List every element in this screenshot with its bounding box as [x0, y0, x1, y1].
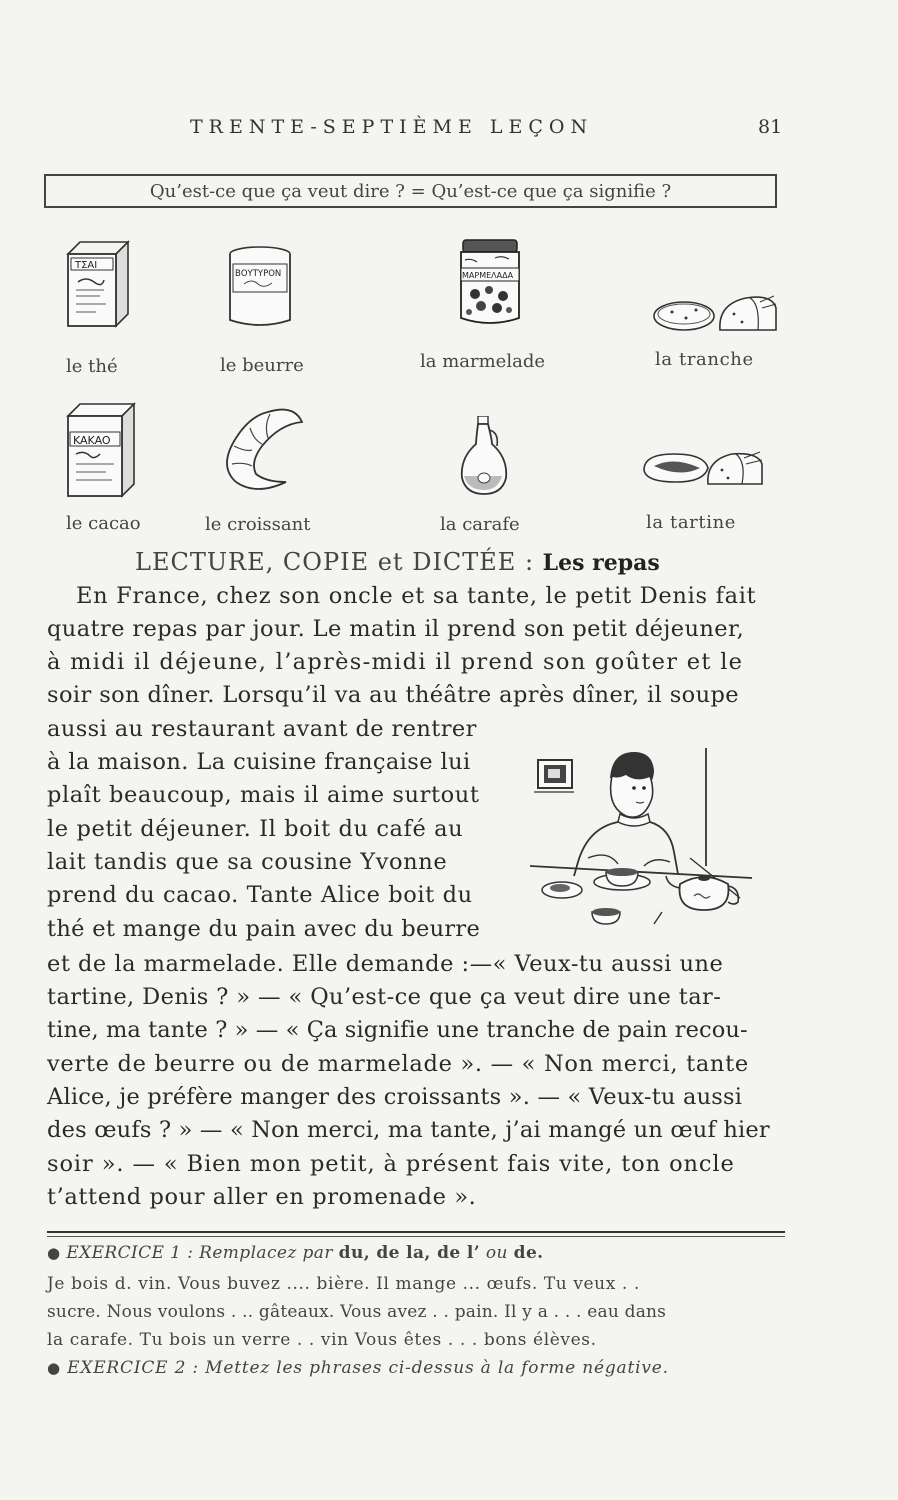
reading-line: soir son dîner. Lorsqu’il va au théâtre après dîner, il soupe — [47, 682, 739, 708]
reading-heading-label: LECTURE, COPIE et DICTÉE : — [135, 548, 543, 576]
double-rule-bottom — [47, 1236, 785, 1237]
running-head — [0, 116, 898, 140]
tea-pack-label: ΤΣΑΙ — [75, 260, 98, 271]
tea-box-illustration — [62, 240, 132, 330]
question-box: Qu’est-ce que ça veut dire ? = Qu’est-ce que ça signifie ? — [44, 174, 777, 208]
reading-line: plaît beaucoup, mais il aime surtout — [47, 782, 480, 808]
vocab-tranche-label: la tranche — [655, 349, 754, 370]
bullet-icon: ● — [47, 1244, 61, 1262]
vocab-carafe-label: la carafe — [440, 514, 520, 535]
reading-line: tine, ma tante ? » — « Ça signifie une tranche de pain recou- — [47, 1017, 748, 1043]
bullet-icon: ● — [47, 1359, 61, 1377]
exercise-1-title: EXERCICE 1 : Remplacez par — [66, 1243, 339, 1263]
reading-line: des œufs ? » — « Non merci, ma tante, j’ai mangé un œuf hier — [47, 1117, 770, 1143]
marmalade-pack-label: ΜΑΡΜΕΛΑΔΑ — [462, 271, 514, 280]
reading-line: lait tandis que sa cousine Yvonne — [47, 849, 448, 875]
carafe-illustration — [458, 416, 508, 496]
exercise-1-line: sucre. Nous voulons . .. gâteaux. Vous avez . . pain. Il y a . . . eau dans — [47, 1302, 667, 1322]
reading-line: le petit déjeuner. Il boit du café au — [47, 816, 464, 842]
croissant-illustration — [218, 406, 308, 490]
bread-slice-illustration — [650, 290, 778, 336]
reading-line: soir ». — « Bien mon petit, à présent fais vite, ton oncle — [47, 1151, 735, 1177]
reading-subject: Les repas — [542, 550, 660, 576]
exercise-1-de: de. — [513, 1243, 544, 1263]
reading-line: quatre repas par jour. Le matin il prend son petit déjeuner, — [47, 616, 745, 642]
exercise-1-line: la carafe. Tu bois un verre . . vin Vous êtes . . . bons élèves. — [47, 1330, 597, 1350]
reading-line: tartine, Denis ? » — « Qu’est-ce que ça veut dire une tar- — [47, 984, 722, 1010]
reading-line: thé et mange du pain avec du beurre — [47, 916, 481, 942]
reading-line: à midi il déjeune, l’après-midi il prend son goûter et le — [47, 649, 744, 675]
exercise-2-heading — [47, 1360, 669, 1377]
exercise-1-heading — [47, 1245, 544, 1262]
lesson-title: TRENTE-SEPTIÈME LEÇON — [190, 116, 594, 138]
double-rule-top — [47, 1231, 785, 1233]
vocab-croissant-label: le croissant — [205, 514, 311, 535]
vocab-the-label: le thé — [66, 356, 118, 377]
marmalade-jar-illustration — [455, 238, 525, 328]
exercise-1-words: du, de la, de l’ — [338, 1243, 481, 1263]
vocab-cacao-label: le cacao — [66, 513, 141, 534]
tartine-illustration — [640, 446, 764, 490]
butter-jar-illustration — [226, 244, 294, 330]
reading-line: aussi au restaurant avant de rentrer — [47, 716, 477, 742]
reading-line: Alice, je préfère manger des croissants ». — « Veux-tu aussi — [47, 1084, 743, 1110]
cocoa-pack-label: KAKAO — [73, 434, 111, 447]
reading-line: verte de beurre ou de marmelade ». — « Non merci, tante — [47, 1051, 749, 1077]
exercise-1-ou: ou — [480, 1243, 514, 1263]
exercise-2-title: EXERCICE 2 : Mettez les phrases ci-dessus à la forme négative. — [67, 1358, 669, 1378]
reading-line: En France, chez son oncle et sa tante, le petit Denis fait — [76, 583, 757, 609]
reading-heading — [135, 548, 660, 576]
vocab-beurre-label: le beurre — [220, 355, 304, 376]
reading-line: à la maison. La cuisine française lui — [47, 749, 471, 775]
vocab-tartine-label: la tartine — [646, 512, 737, 533]
page-number: 81 — [758, 116, 783, 138]
reading-line: t’attend pour aller en promenade ». — [47, 1184, 477, 1210]
butter-pack-label: ΒΟΥΤΥΡΟΝ — [235, 269, 282, 279]
vocab-marmelade-label: la marmelade — [420, 351, 545, 372]
boy-breakfast-illustration — [530, 748, 770, 938]
cocoa-box-illustration — [64, 402, 136, 498]
reading-line: prend du cacao. Tante Alice boit du — [47, 882, 473, 908]
exercise-1-line: Je bois d. vin. Vous buvez .... bière. Il mange ... œufs. Tu veux . . — [47, 1274, 640, 1294]
reading-line: et de la marmelade. Elle demande :—« Veux-tu aussi une — [47, 951, 724, 977]
